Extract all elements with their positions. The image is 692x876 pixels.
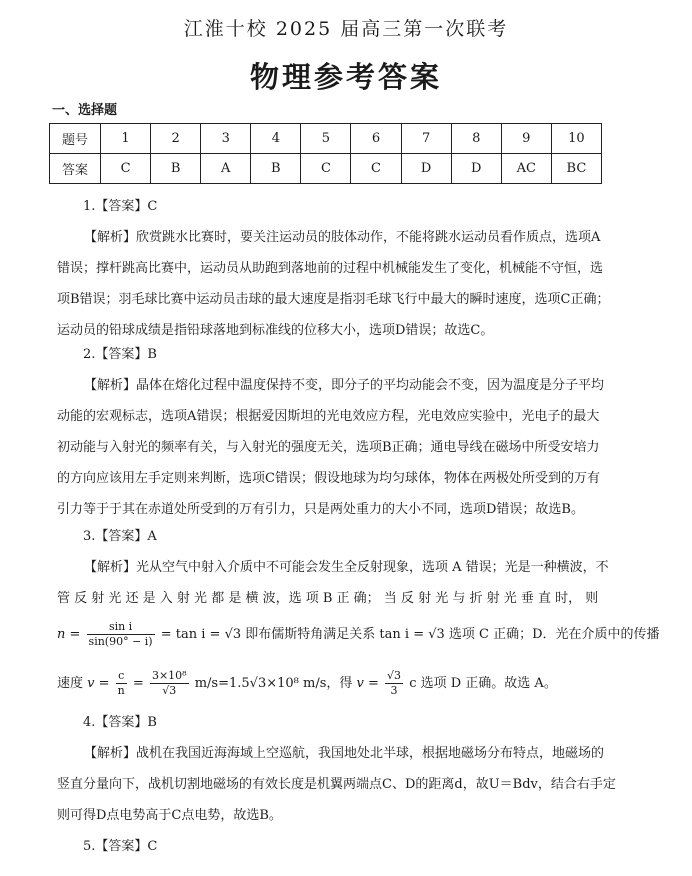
explanation-line: 管 反 射 光 还 是 入 射 光 都 是 横 波，选 项 B 正 确； 当 反 射 光 与 折 射 光 垂 直 时， 则 (57, 591, 599, 606)
fraction-denominator: sin(90° − i) (88, 635, 153, 648)
equation-line (57, 662, 631, 706)
table-cell: 7 (401, 124, 451, 154)
question-4-block (57, 707, 631, 862)
table-cell: BC (551, 154, 601, 184)
equation-text: 速度 (57, 676, 84, 691)
answer-label: 1.【答案】C (83, 199, 158, 214)
answer-label: 2.【答案】B (83, 347, 157, 362)
question-2-block (57, 339, 631, 525)
equation-text: n = (57, 627, 81, 642)
table-cell: 1 (101, 124, 151, 154)
equation-text: 选项 C 正确；D．光在介质中的传播 (448, 627, 660, 642)
fraction-numerator: 3×10⁸ (151, 669, 187, 682)
exam-title: 江淮十校 2025 届高三第一次联考 (183, 18, 509, 40)
fraction-numerator: c (116, 669, 127, 684)
fraction (385, 669, 403, 698)
table-row-answers (50, 154, 602, 184)
equation-text: v = (87, 676, 110, 691)
explanation-line: 则可得D点电势高于C点电势，故选B。 (57, 808, 282, 823)
document-title: 物理参考答案 (249, 60, 442, 94)
explanation-line: 引力等于于其在赤道处所受到的万有引力，只是两处重力的大小不同，选项D错误；故选B。 (57, 502, 584, 517)
fraction-numerator: sin i (87, 620, 155, 635)
explanation-line: 动能的宏观标志，选项A错误；根据爱因斯坦的光电效应方程，光电效应实验中，光电子的最大 (57, 409, 600, 424)
table-cell: B (151, 154, 201, 184)
table-row-numbers (50, 124, 602, 154)
fraction-denominator: √3 (162, 684, 177, 697)
table-cell: C (301, 154, 351, 184)
explanation-line: 初动能与入射光的频率有关，与入射光的强度无关，选项B正确；通电导线在磁场中所受安培力 (57, 440, 600, 455)
table-cell: 2 (151, 124, 201, 154)
table-cell: D (451, 154, 501, 184)
explanation-line: 【解析】战机在我国近海海域上空巡航，我国地处北半球，根据地磁场分布特点，地磁场的 (84, 746, 605, 761)
fraction (150, 669, 189, 698)
question-1-block (57, 191, 631, 346)
section-heading: 一、选择题 (52, 103, 118, 118)
explanation-line: 错误；撑杆跳高比赛中，运动员从助跑到落地前的过程中机械能发生了变化，机械能不守恒，选 (57, 261, 604, 276)
fraction-numerator: √3 (387, 669, 402, 682)
table-cell: 6 (351, 124, 401, 154)
explanation-line: 运动员的铅球成绩是指铅球落地到标准线的位移大小，选项D错误；故选C。 (57, 323, 494, 338)
explanation-line: 【解析】晶体在熔化过程中温度保持不变，即分子的平均动能会不变，因为温度是分子平均 (84, 378, 605, 393)
equation-text: tan i = √3 (379, 627, 445, 642)
equation-text: 即布儒斯特角满足关系 (245, 627, 376, 642)
table-cell: AC (501, 154, 551, 184)
explanation-line: 的方向应该用左手定则来判断，选项C错误；假设地球为均匀球体，物体在两极处所受到的万有 (57, 471, 600, 486)
question-3-block (57, 521, 660, 706)
fraction (116, 669, 127, 698)
equation-text: = (132, 676, 144, 691)
fraction (87, 620, 155, 649)
answer-label: 5.【答案】C (83, 839, 158, 854)
explanation-line: 项B错误；羽毛球比赛中运动员击球的最大速度是指羽毛球飞行中最大的瞬时速度，选项C正确； (57, 292, 610, 307)
table-cell: 9 (501, 124, 551, 154)
row-label-number: 题号 (50, 124, 101, 154)
answer-label: 4.【答案】B (83, 715, 157, 730)
table-cell: 10 (551, 124, 601, 154)
table-cell: C (351, 154, 401, 184)
table-cell: 3 (201, 124, 251, 154)
table-cell: 8 (451, 124, 501, 154)
row-label-answer: 答案 (50, 154, 101, 184)
equation-text: c 选项 D 正确。故选 A。 (409, 676, 557, 691)
equation-line (57, 614, 660, 656)
answer-table (49, 123, 602, 184)
table-cell: B (251, 154, 301, 184)
equation-text: = tan i = √3 (160, 627, 242, 642)
equation-text: m/s=1.5√3×10⁸ m/s，得 (194, 676, 353, 691)
answer-label: 3.【答案】A (83, 529, 157, 544)
fraction-denominator: n (117, 684, 125, 697)
table-cell: 4 (251, 124, 301, 154)
table-cell: C (101, 154, 151, 184)
fraction-denominator: 3 (390, 684, 398, 697)
table-cell: 5 (301, 124, 351, 154)
explanation-line: 【解析】欣赏跳水比赛时，要关注运动员的肢体动作，不能将跳水运动员看作质点，选项A (84, 230, 601, 245)
table-cell: A (201, 154, 251, 184)
equation-text: v = (356, 676, 379, 691)
explanation-line: 竖直分量向下，战机切割地磁场的有效长度是机翼两端点C、D的距离d，故U＝Bdv，结合右手定 (57, 777, 616, 792)
table-cell: D (401, 154, 451, 184)
explanation-line: 【解析】光从空气中射入介质中不可能会发生全反射现象，选项 A 错误；光是一种横波，不 (84, 560, 609, 575)
